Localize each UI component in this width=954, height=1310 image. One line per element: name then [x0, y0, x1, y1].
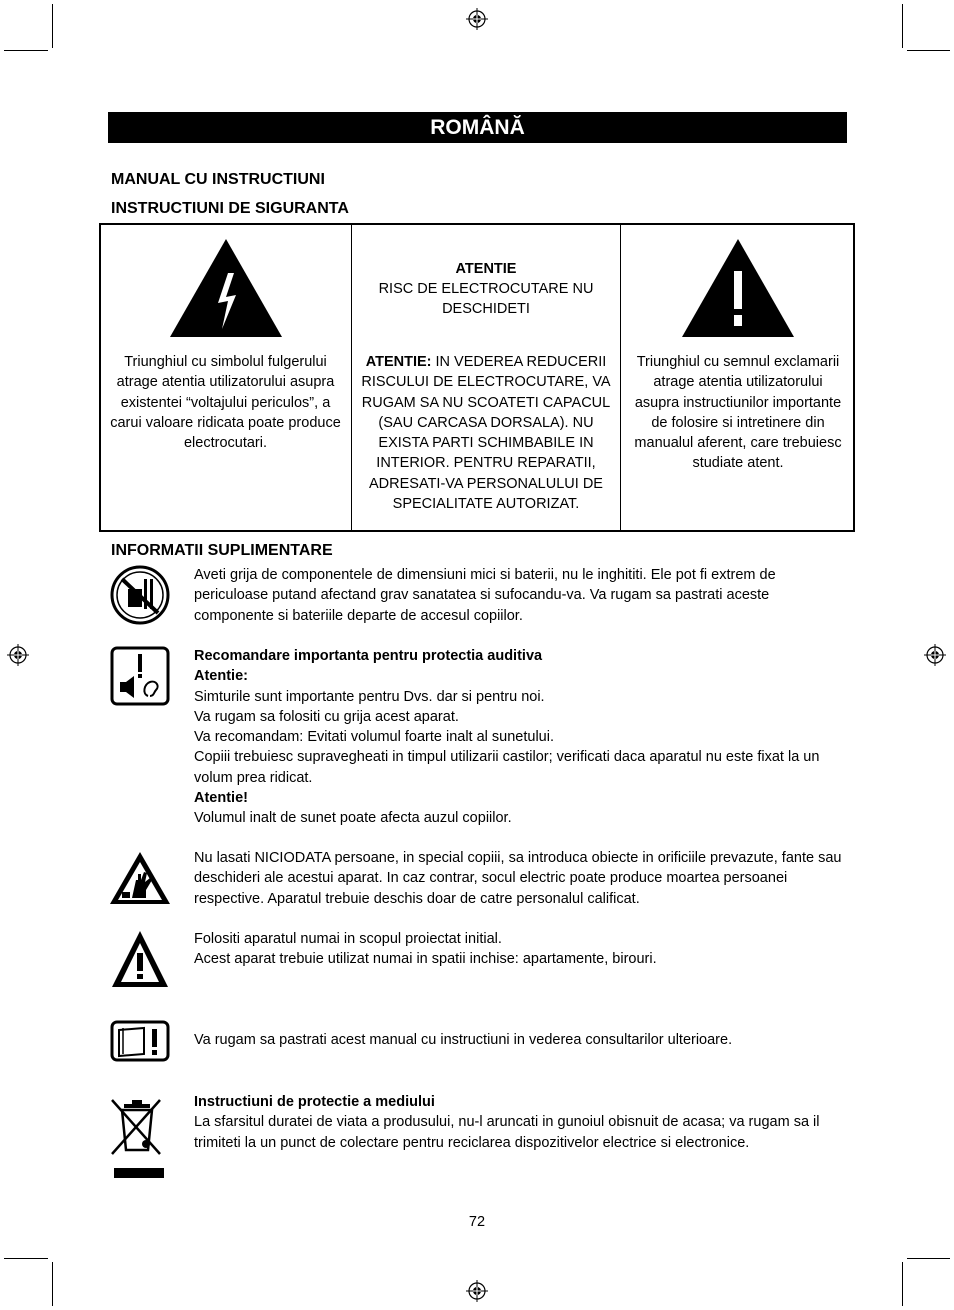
small-parts-text: Aveti grija de componentele de dimensiuni mici si baterii, nu le inghititi. Ele pot fi extrem de periculoase putand afectand grav sanatatea si sufocandu-va. Va rugam sa pastrati aceste componente si bateriile departe de accesul copiilor. [194, 567, 776, 624]
table-divider [620, 225, 621, 530]
hearing-line: Volumul inalt de sunet poate afecta auzul copiilor. [194, 810, 512, 827]
caution-triangle-icon [110, 929, 170, 989]
safety-warning-table [99, 223, 855, 532]
hearing-attention-label: Atentie! [194, 790, 248, 807]
hearing-title: Recomandare importanta pentru protectia auditiva [194, 648, 543, 664]
manual-heading: MANUAL CU INSTRUCTIUNI [111, 171, 325, 188]
registration-mark-icon [924, 644, 946, 666]
registration-mark-icon [466, 1280, 488, 1302]
crossed-bin-icon [108, 1096, 168, 1180]
exclamation-triangle-icon [682, 239, 794, 337]
attention-label: ATENTIE: [365, 354, 432, 370]
no-swallow-icon [110, 565, 170, 625]
crop-mark [902, 1262, 903, 1306]
hearing-line: Copiii trebuiesc supravegheati in timpul utilizarii castilor; verificati daca aparatul nu este fixat la un volum prea ridicat. [194, 749, 820, 786]
usage-line: Folositi aparatul numai in scopul proiectat initial. [194, 931, 502, 947]
registration-mark-icon [466, 8, 488, 30]
language-header: ROMÂNĂ [108, 112, 847, 143]
crop-mark [907, 1258, 950, 1259]
page-number: 72 [468, 1214, 486, 1230]
safety-heading: INSTRUCTIUNI DE SIGURANTA [111, 200, 349, 217]
table-divider [351, 225, 352, 530]
environment-title: Instructiuni de protectie a mediului [194, 1094, 435, 1110]
crop-mark [52, 1262, 53, 1306]
hearing-line: Va rugam sa folositi cu grija acest aparat. [194, 708, 459, 725]
hearing-attention-label: Atentie: [194, 668, 248, 685]
attention-text: IN VEDEREA REDUCERII RISCULUI DE ELECTROCUTARE, VA RUGAM SA NU SCOATETI CAPACUL (SAU CARCASA DORSALA). NU EXISTA PARTI SCHIMBABILE IN INTERIOR. PENTRU REPARATII, ADRESATI-VA PERSONALULUI DE SPECIALITATE AUTORIZAT. [361, 354, 611, 513]
hearing-line: Va recomandam: Evitati volumul foarte inalt al sunetului. [194, 729, 554, 746]
attention-body [358, 352, 614, 514]
environment-section [194, 1092, 849, 1153]
hearing-line: Simturile sunt importante pentru Dvs. dar si pentru noi. [194, 688, 545, 705]
attention-title: ATENTIE [455, 261, 517, 277]
lightning-description: Triunghiul cu simbolul fulgerului atrage atentia utilizatorului asupra existentei “voltajului periculos”, a carui valoare ridicata poate produce electrocutari. [110, 354, 341, 452]
lightning-triangle-icon [170, 239, 282, 337]
crop-mark [4, 50, 48, 51]
crop-mark [4, 1258, 48, 1259]
registration-mark-icon [7, 644, 29, 666]
hearing-warning-icon [110, 646, 170, 706]
hand-insert-warning-icon [110, 852, 170, 904]
usage-section [194, 929, 849, 970]
usage-line: Acest aparat trebuie utilizat numai in spatii inchise: apartamente, birouri. [194, 951, 657, 968]
crop-mark [902, 4, 903, 48]
shock-risk-text: RISC DE ELECTROCUTARE NU DESCHIDETI [378, 281, 594, 318]
crop-mark [907, 50, 950, 51]
hearing-section [194, 646, 849, 829]
environment-text: La sfarsitul duratei de viata a produsului, nu-l aruncati in gunoiul obisnuit de acasa; va rugam sa il trimiteti la un punct de colectare pentru reciclarea dispozitivelor electrice si electronice. [194, 1114, 820, 1151]
crop-mark [52, 4, 53, 48]
exclamation-description: Triunghiul cu semnul exclamarii atrage atentia utilizatorului asupra instructiunilor importante de folosire si intretinere din manualul aferent, care trebuiesc studiate atent. [634, 354, 842, 472]
keep-manual-text: Va rugam sa pastrati acest manual cu instructiuni in vederea consultarilor ulterioare. [194, 1032, 733, 1048]
objects-warning-text: Nu lasati NICIODATA persoane, in special copiii, sa introduca obiecte in orificiile prevazute, fante sau deschideri ale acestui aparat. In caz contrar, socul electric poate produce moartea persoanei respective. Aparatul trebuie deschis doar de catre personalul calificat. [194, 850, 842, 907]
extra-info-heading: INFORMATII SUPLIMENTARE [111, 542, 333, 559]
manual-read-icon [110, 1020, 170, 1062]
